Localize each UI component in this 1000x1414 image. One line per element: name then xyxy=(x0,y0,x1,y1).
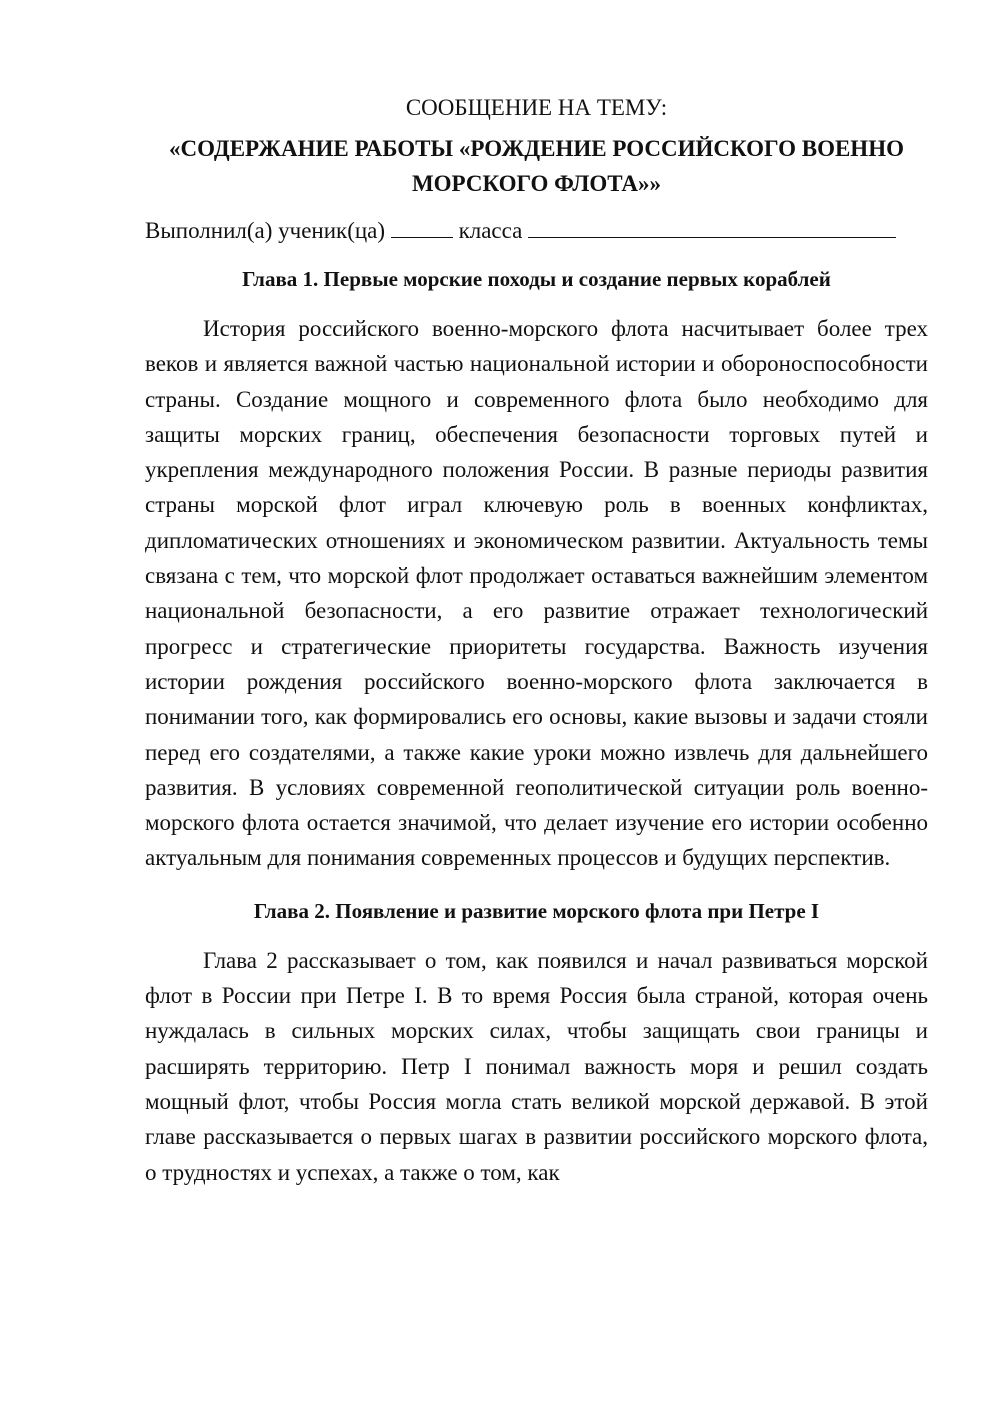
chapter-2-text: Глава 2 рассказывает о том, как появился и начал развиваться морской флот в России при Петре I. В то время Россия была страной, которая очень нуждалась в сильных морских силах, чтобы защищать свои границы и расширять территорию. Петр I понимал важность моря и решил создать мощный флот, чтобы Россия могла стать великой морской державой. В этой главе рассказывается о первых шагах в развитии российского морского флота, о трудностях и успехах, а также о том, как xyxy=(145,947,928,1185)
chapter-1-text: История российского военно-морского флота насчитывает более трех веков и является важной частью национальной истории и обороноспособности страны. Создание мощного и современного флота было необходимо для защиты морских границ, обеспечения безопасности торговых путей и укрепления международного положения России. В разные периоды развития страны морской флот играл ключевую роль в военных конфликтах, дипломатических отношениях и экономическом развитии. Актуальность темы связана с тем, что морской флот продолжает оставаться важнейшим элементом национальной безопасности, а его развитие отражает технологический прогресс и стратегические приоритеты государства. Важность изучения истории рождения российского военно-морского флота заключается в понимании того, как формировались его основы, какие вызовы и задачи стояли перед его создателями, а также какие уроки можно извлечь для дальнейшего развития. В условиях современной геополитической ситуации роль военно-морского флота остается значимой, что делает изучение его истории особенно актуальным для понимания современных процессов и будущих перспектив. xyxy=(145,316,928,871)
chapter-2-heading: Глава 2. Появление и развитие морского флота при Петре I xyxy=(253,898,820,923)
class-label: класса xyxy=(458,218,523,243)
document-title: «СОДЕРЖАНИЕ РАБОТЫ «РОЖДЕНИЕ РОССИЙСКОГО ВОЕННО МОРСКОГО ФЛОТА»» xyxy=(169,136,904,196)
signature-line xyxy=(145,213,928,248)
performed-by-label: Выполнил(а) ученик(ца) xyxy=(145,218,386,243)
document-page xyxy=(145,90,928,1190)
class-blank xyxy=(391,213,453,238)
name-blank xyxy=(528,213,896,238)
document-header: СООБЩЕНИЕ НА ТЕМУ: xyxy=(405,95,668,120)
chapter-1-heading: Глава 1. Первые морские походы и создание первых кораблей xyxy=(242,267,831,291)
